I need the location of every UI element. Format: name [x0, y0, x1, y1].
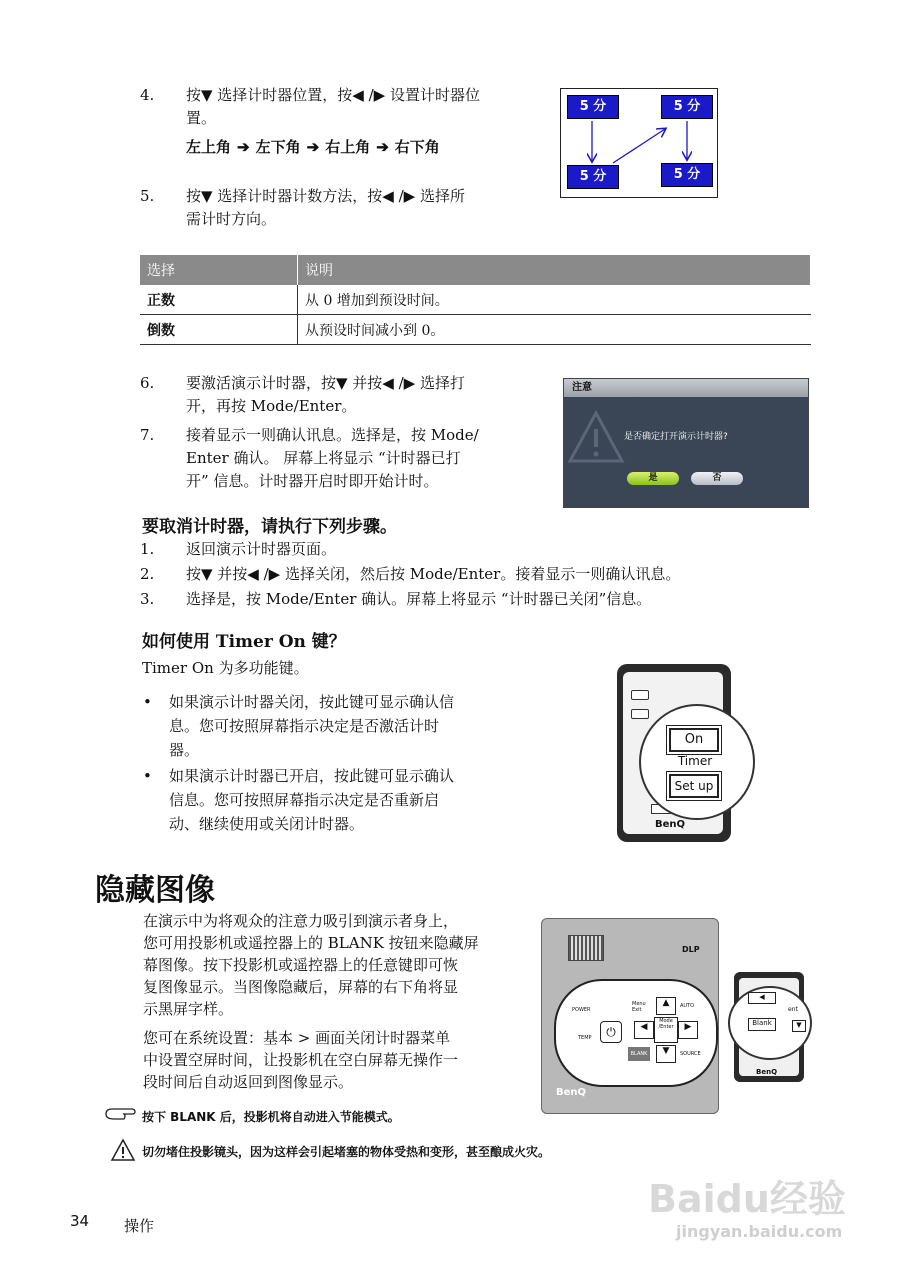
hide-image-paragraph-1: 在演示中为将观众的注意力吸引到演示者身上， 您可用投影机或遥控器上的 BLANK 按钮来隐藏屏 幕图像。按下投影机或遥控器上的任意键即可恢 复图像显示。当图像隐藏后，屏幕的右下角将显 示黑屏字样。 [143, 912, 479, 1018]
remote-control [617, 664, 731, 842]
power-icon [631, 690, 649, 700]
timer-box-bottom-right: 5 分 [661, 163, 713, 187]
step-text: 需计时方向。 [186, 210, 277, 228]
left-button[interactable]: ◀ [748, 992, 776, 1004]
remote-magnifier: ◀ Blank ent ▼ [728, 986, 812, 1060]
up-button[interactable]: ▲ [656, 997, 676, 1015]
cancel-step-2: 2. 按▼ 并按◀ /▶ 选择关闭，然后按 Mode/Enter。接着显示一则确认讯息。 [140, 565, 681, 583]
position-sequence: 左上角 ➔ 左下角 ➔ 右上角 ➔ 右下角 [186, 138, 440, 156]
step-text: 按▼ 选择计时器计数方法，按◀ /▶ 选择所 [186, 187, 465, 205]
step-4 [140, 84, 566, 130]
timer-box-top-left: 5 分 [567, 95, 619, 119]
down-button[interactable]: ▼ [792, 1020, 806, 1032]
left-button[interactable]: ◀ [634, 1021, 654, 1039]
timer-setup-button[interactable]: Set up [669, 774, 719, 798]
step-text: 置。 [186, 109, 217, 127]
timer-position-figure [560, 88, 718, 198]
cancel-heading: 要取消计时器，请执行下列步骤。 [142, 517, 397, 537]
brand-logo: BenQ [556, 1087, 587, 1098]
down-button[interactable]: ▼ [656, 1045, 676, 1063]
mode-enter-button[interactable]: Mode /Enter [654, 1017, 678, 1043]
info-note: 按下 BLANK 后，投影机将自动进入节能模式。 [142, 1110, 400, 1124]
remote-key-icon [631, 709, 649, 719]
dialog-title: 注意 [564, 379, 808, 397]
no-button[interactable]: 否 [691, 472, 743, 485]
blank-button[interactable]: Blank [748, 1018, 776, 1031]
step-5 [140, 185, 566, 231]
panel-magnifier: POWER TEMP ⏻ Menu Exit ▲ ◀ Mode /Enter ▶ ▼ AUTO BLANK SOURCE [554, 979, 718, 1087]
confirm-dialog [563, 378, 809, 508]
timer-key-heading: 如何使用 Timer On 键？ [142, 632, 346, 652]
cancel-step-3: 3. 选择是，按 Mode/Enter 确认。屏幕上将显示 “计时器已关闭”信息。 [140, 590, 652, 608]
timer-box-bottom-left: 5 分 [567, 165, 619, 189]
table-row: 倒数 从预设时间减小到 0。 [140, 315, 811, 345]
warning-icon [110, 1138, 136, 1162]
watermark-url: jingyan.baidu.com [676, 1222, 843, 1241]
bullet-item: • 如果演示计时器已开启，按此键可显示确认 信息。您可按照屏幕指示决定是否重新启 动、继续使用或关闭计时器。 [143, 767, 455, 833]
table-row: 正数 从 0 增加到预设时间。 [140, 285, 811, 315]
timer-label: Timer [677, 754, 713, 768]
brand-logo: BenQ [655, 819, 686, 830]
table-header: 说明 [298, 255, 811, 285]
table-header: 选择 [140, 255, 298, 285]
cancel-step-1: 1. 返回演示计时器页面。 [140, 540, 337, 558]
zoom-magnifier [639, 704, 755, 820]
count-method-table [140, 255, 811, 345]
remote-control-small [734, 972, 804, 1082]
warning-note: 切勿堵住投影镜头，因为这样会引起堵塞的物体受热和变形，甚至酿成火灾。 [142, 1145, 551, 1159]
step-number: 5. [140, 187, 155, 205]
section-label: 操作 [124, 1217, 155, 1235]
power-button[interactable]: ⏻ [600, 1021, 622, 1043]
step-6: 6. 要激活演示计时器，按▼ 并按◀ /▶ 选择打 开，再按 Mode/Enter。 [140, 374, 465, 415]
dialog-message: 是否确定打开演示计时器? [624, 432, 728, 442]
yes-button[interactable]: 是 [627, 472, 679, 485]
hide-image-paragraph-2: 您可在系统设置：基本 > 画面关闭计时器菜单 中设置空屏时间，让投影机在空白屏幕无操作一 段时间后自动返回到图像显示。 [143, 1029, 459, 1091]
step-number: 4. [140, 86, 155, 104]
timer-key-intro: Timer On 为多功能键。 [142, 659, 309, 677]
section-title: 隐藏图像 [95, 873, 215, 908]
page-number: 34 [70, 1212, 90, 1230]
step-text: 按▼ 选择计时器位置，按◀ /▶ 设置计时器位 [186, 86, 480, 104]
blank-button[interactable]: BLANK [628, 1047, 650, 1061]
sequence-arrows-icon [561, 89, 717, 197]
step-7: 7. 接着显示一则确认讯息。选择是，按 Mode/ Enter 确认。 屏幕上将显示 “计时器已打 开” 信息。计时器开启时即开始计时。 [140, 426, 479, 490]
timer-box-top-right: 5 分 [661, 95, 713, 119]
pointing-hand-icon [104, 1104, 138, 1124]
bullet-item: • 如果演示计时器关闭，按此键可显示确认信 息。您可按照屏幕指示决定是否激活计时 器。 [143, 693, 455, 759]
vent-icon [568, 935, 604, 961]
dlp-logo: DLP [682, 945, 700, 954]
projector-control-panel [541, 918, 719, 1114]
brand-logo: BenQ [756, 1068, 778, 1076]
right-button[interactable]: ▶ [678, 1021, 698, 1039]
watermark-logo: Baidu经验 [648, 1177, 846, 1221]
timer-on-button[interactable]: On [669, 728, 719, 752]
warning-icon [566, 407, 626, 467]
